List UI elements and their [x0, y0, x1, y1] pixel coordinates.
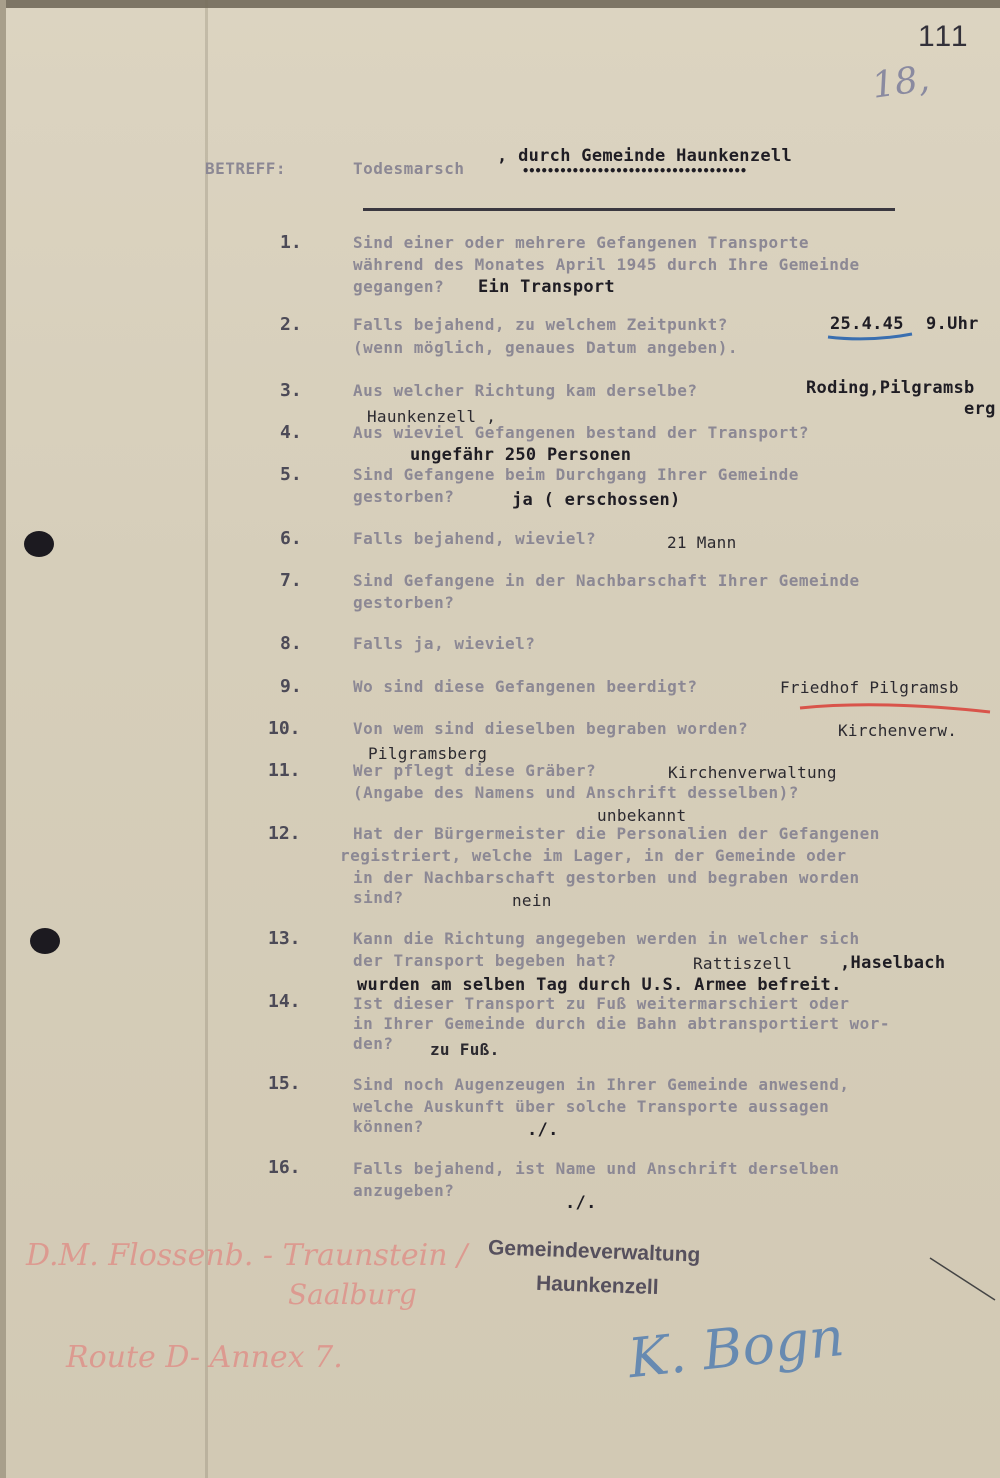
header-dots: •••••••••••••••••••••••••••••••••••• [522, 164, 747, 178]
question-text: (Angabe des Namens und Anschrift desselben)? [353, 783, 799, 802]
question-text: gegangen? [353, 277, 445, 296]
stamp-line-1: Gemeindeverwaltung [487, 1236, 701, 1267]
header-subject-typed: , durch Gemeinde Haunkenzell [497, 146, 792, 166]
question-text: in Ihrer Gemeinde durch die Bahn abtransportiert wor- [353, 1014, 891, 1033]
answer-text: ./. [565, 1193, 597, 1213]
question-text: Falls bejahend, zu welchem Zeitpunkt? [353, 315, 728, 334]
question-text: gestorben? [353, 487, 455, 506]
answer-text-secondary: Haunkenzell , [367, 407, 497, 426]
answer-text: ja ( erschossen) [512, 490, 681, 510]
red-annotation-2: Saalburg [288, 1278, 417, 1311]
question-text: Ist dieser Transport zu Fuß weitermarschiert oder [353, 994, 850, 1013]
answer-text-secondary: unbekannt [597, 806, 687, 825]
answer-date: 25.4.45 [830, 314, 904, 334]
answer-text: Roding,Pilgramsb [806, 378, 975, 398]
answer-text: 9.Uhr [926, 314, 979, 334]
answer-text: nein [512, 891, 552, 910]
red-underline [800, 705, 990, 712]
answer-text-secondary: wurden am selben Tag durch U.S. Armee befreit. [357, 975, 842, 995]
red-annotation-3: Route D- Annex 7. [66, 1340, 343, 1375]
answer-text-secondary: Pilgramsberg [368, 744, 488, 763]
answer-text: zu Fuß. [430, 1040, 500, 1059]
answer-text: ./. [527, 1120, 559, 1140]
answer-text: Ein Transport [478, 277, 615, 297]
answer-continuation: erg [964, 399, 996, 419]
question-text: Von wem sind dieselben begraben worden? [353, 719, 749, 738]
red-annotation-1: D.M. Flossenb. - Traunstein / [26, 1238, 468, 1273]
question-number: 13. [268, 928, 301, 949]
question-text: Sind Gefangene in der Nachbarschaft Ihrer Gemeinde [353, 571, 860, 590]
question-number: 6. [280, 528, 302, 549]
question-text: welche Auskunft über solche Transporte aussagen [353, 1097, 830, 1116]
answer-text-b: ,Haselbach [840, 953, 946, 973]
question-number: 14. [268, 991, 301, 1012]
question-text: Sind noch Augenzeugen in Ihrer Gemeinde anwesend, [353, 1075, 850, 1094]
question-text: (wenn möglich, genaues Datum angeben). [353, 338, 739, 357]
question-text: Wer pflegt diese Gräber? [353, 761, 597, 780]
question-number: 4. [280, 422, 302, 443]
question-text: Falls bejahend, ist Name und Anschrift derselben [353, 1159, 840, 1178]
question-text: registriert, welche im Lager, in der Gemeinde oder [340, 846, 847, 865]
question-text: Sind einer oder mehrere Gefangenen Transporte [353, 233, 809, 252]
signature: K. Bogn [625, 1304, 847, 1391]
question-number: 3. [280, 380, 302, 401]
answer-text: Friedhof Pilgramsb [780, 678, 959, 697]
header-label: BETREFF: [205, 159, 287, 178]
question-text: während des Monates April 1945 durch Ihre Gemeinde [353, 255, 860, 274]
question-text: in der Nachbarschaft gestorben und begraben worden [353, 868, 860, 887]
answer-text: Kirchenverwaltung [668, 763, 837, 782]
question-text: Aus welcher Richtung kam derselbe? [353, 381, 698, 400]
question-number: 7. [280, 570, 302, 591]
corner-stroke [930, 1258, 995, 1300]
question-text: Kann die Richtung angegeben werden in welcher sich [353, 929, 860, 948]
question-number: 12. [268, 823, 301, 844]
question-number: 5. [280, 464, 302, 485]
question-text: anzugeben? [353, 1181, 455, 1200]
answer-text: ungefähr 250 Personen [410, 445, 632, 465]
question-number: 8. [280, 633, 302, 654]
answer-text: 21 Mann [667, 533, 737, 552]
header-subject-printed: Todesmarsch [353, 159, 465, 178]
question-number: 11. [268, 760, 301, 781]
page-number: 111 [918, 20, 970, 53]
stamp-line-2: Haunkenzell [535, 1271, 659, 1300]
question-number: 2. [280, 314, 302, 335]
handwritten-number: 18, [869, 58, 932, 107]
question-number: 1. [280, 232, 302, 253]
question-text: den? [353, 1034, 394, 1053]
answer-text: Kirchenverw. [838, 721, 958, 740]
question-text: Sind Gefangene beim Durchgang Ihrer Gemeinde [353, 465, 799, 484]
question-text: der Transport begeben hat? [353, 951, 617, 970]
question-text: Hat der Bürgermeister die Personalien der Gefangenen [353, 824, 880, 843]
question-text: Aus wieviel Gefangenen bestand der Transport? [353, 423, 809, 442]
question-text: sind? [353, 888, 404, 907]
question-text: Wo sind diese Gefangenen beerdigt? [353, 677, 698, 696]
answer-text: Rattiszell [693, 954, 793, 973]
question-number: 9. [280, 676, 302, 697]
question-number: 16. [268, 1157, 301, 1178]
question-text: Falls ja, wieviel? [353, 634, 536, 653]
question-text: gestorben? [353, 593, 455, 612]
question-text: Falls bejahend, wieviel? [353, 529, 597, 548]
question-number: 10. [268, 718, 301, 739]
question-text: können? [353, 1117, 424, 1136]
blue-underline [828, 334, 912, 339]
question-number: 15. [268, 1073, 301, 1094]
